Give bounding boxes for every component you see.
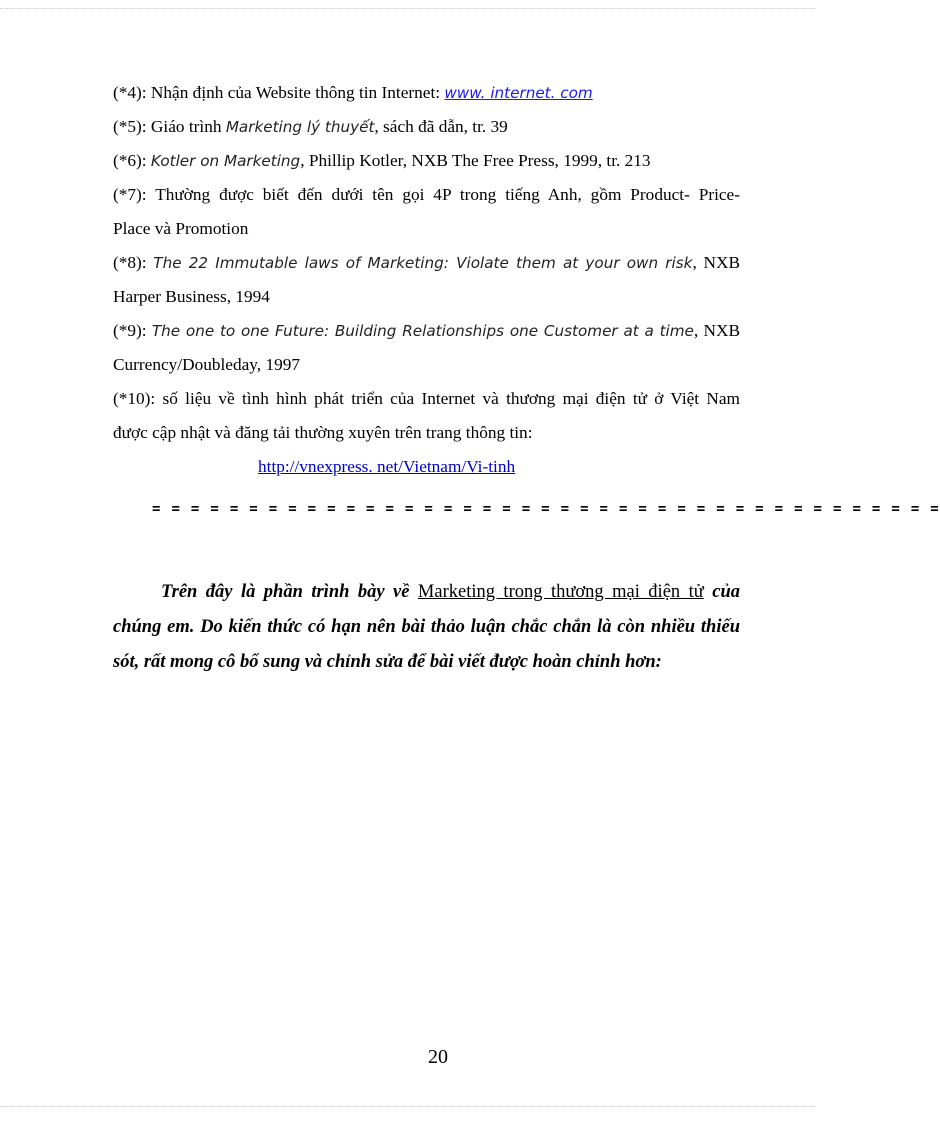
ref-text: Nhận định của Website thông tin Internet:	[150, 83, 441, 102]
closing-topic: Marketing trong thương mại điện tử	[417, 582, 704, 602]
reference-8	[113, 249, 740, 283]
ref-text: , NXB	[693, 321, 740, 340]
reference-10-url-line	[113, 453, 740, 487]
reference-10	[113, 385, 740, 419]
ref-text: số liệu về tình hình phát triển của Internet và thương mại điện tử ở Việt Nam	[162, 389, 740, 408]
section-separator: = = = = = = = = = = = = = = = = = = = = = = = = = = = = = = = = = = = = = = = = =	[152, 501, 940, 517]
ref-text: Harper Business, 1994	[113, 287, 270, 306]
ref-text: Place và Promotion	[113, 219, 249, 238]
closing-text: của	[703, 582, 740, 602]
reference-9	[113, 317, 740, 351]
ref-label: (*5):	[113, 117, 147, 136]
ref-label: (*9):	[113, 321, 147, 340]
reference-10-continued	[113, 419, 740, 453]
reference-4	[113, 79, 740, 113]
page-number: 20	[428, 1046, 448, 1068]
reference-9-continued	[113, 351, 740, 385]
reference-8-continued	[113, 283, 740, 317]
ref-title: The 22 Immutable laws of Marketing: Violate them at your own risk	[153, 254, 693, 272]
ref-label: (*10):	[113, 389, 156, 408]
ref-label: (*7):	[113, 185, 147, 204]
closing-text: sót, rất mong cô bổ sung và chỉnh sửa để bài viết được hoàn chỉnh hơn:	[113, 652, 662, 672]
closing-line-3	[113, 647, 740, 682]
references-list	[113, 79, 740, 487]
ref-label: (*4):	[113, 83, 147, 102]
reference-5	[113, 113, 740, 147]
ref-text: , NXB	[692, 253, 740, 272]
ref-title: Kotler on Marketing	[150, 152, 301, 170]
reference-7-continued	[113, 215, 740, 249]
ref-text: Thường được biết đến dưới tên gọi 4P trong tiếng Anh, gồm Product- Price-	[155, 185, 740, 204]
ref-label: (*6):	[113, 151, 147, 170]
closing-line-2	[113, 612, 740, 647]
closing-line-1	[113, 577, 740, 612]
vnexpress-link[interactable]: http://vnexpress. net/Vietnam/Vi-tinh	[258, 457, 516, 476]
closing-paragraph	[113, 577, 740, 682]
ref-label: (*8):	[113, 253, 147, 272]
closing-text: chúng em. Do kiến thức có hạn nên bài thảo luận chắc chắn là còn nhiều thiếu	[113, 617, 740, 637]
ref-text: Giáo trình	[150, 117, 222, 136]
ref-title: Marketing lý thuyết	[225, 118, 375, 136]
reference-6	[113, 147, 740, 181]
ref-text: , sách đã dẫn, tr. 39	[374, 117, 508, 136]
ref-text: được cập nhật và đăng tải thường xuyên trên trang thông tin:	[113, 423, 533, 442]
internet-link[interactable]: www. internet. com	[444, 84, 593, 102]
ref-title: The one to one Future: Building Relationships one Customer at a time	[151, 322, 694, 340]
page-bottom-border	[0, 1106, 816, 1107]
ref-text: Currency/Doubleday, 1997	[113, 355, 301, 374]
reference-7	[113, 181, 740, 215]
page-top-border	[0, 0, 816, 9]
ref-text: , Phillip Kotler, NXB The Free Press, 1999, tr. 213	[300, 151, 651, 170]
closing-text: Trên đây là phần trình bày về	[161, 582, 418, 602]
